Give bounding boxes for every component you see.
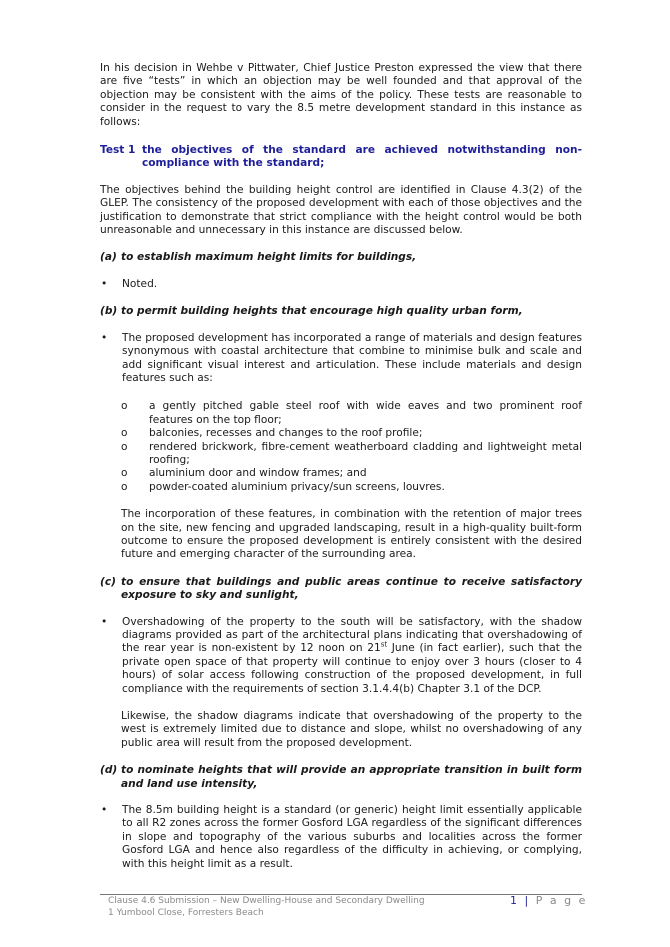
objective-b-paragraph: The incorporation of these features, in combination with the retention of major trees on the site, new fencing and upgraded landscaping, result in a high-quality built-form outcome to ensure the proposed development is entirely consistent with the desired future and emerging character of the surrounding area. xyxy=(121,508,582,561)
test-heading xyxy=(100,144,582,171)
list-item xyxy=(121,400,582,427)
sub-bullet-icon: o xyxy=(121,427,128,440)
test-number: Test 1 xyxy=(100,144,136,157)
objective-a-heading xyxy=(100,251,582,264)
feature-text: a gently pitched gable steel roof with wide eaves and two prominent roof features on the top floor; xyxy=(149,400,582,426)
objective-c-text-pre: Overshadowing of the property to the south will be satisfactory, with the shadow diagrams provided as part of the architectural plans indicating that overshadowing of the rear year is non-existent by 12 noon on 21 xyxy=(122,615,582,655)
footer-line-2: 1 Yumbool Close, Forresters Beach xyxy=(108,907,264,918)
bullet-icon: • xyxy=(101,277,108,290)
objective-c-bullet-text xyxy=(122,616,582,696)
bullet-icon: • xyxy=(101,331,108,344)
list-item xyxy=(121,481,582,494)
footer-line-1: Clause 4.6 Submission – New Dwelling-House and Secondary Dwelling xyxy=(108,896,425,906)
feature-text: rendered brickwork, fibre-cement weatherboard cladding and lightweight metal roofing; xyxy=(149,440,582,466)
objective-c-text-post: June (in fact earlier), such that the private open space of that property will continue to enjoy over 3 hours (closer to 4 hours) of solar access following construction of the proposed development, in full compliance with the requirements of section 3.1.4.4(b) Chapter 3.1 of the DCP. xyxy=(122,642,582,695)
objective-c-paragraph: Likewise, the shadow diagrams indicate that overshadowing of the property to the west is extremely limited due to distance and slope, whilst no overshadowing of any public area will result from the proposed development. xyxy=(121,710,582,749)
objective-b-bullet xyxy=(100,332,582,386)
bullet-icon: • xyxy=(101,615,108,628)
objective-d-bullet-text: The 8.5m building height is a standard (or generic) height limit essentially applicable to all R2 zones across the former Gosford LGA regardless of the significant differences in slope and topography of the various suburbs and localities across the former Gosford LGA and hence also regardless of the difficulty in achieving, or complying, with this height limit as a result. xyxy=(122,804,582,870)
intro-paragraph: In his decision in Wehbe v Pittwater, Chief Justice Preston expressed the view that there are five “tests” in which an objection may be well founded and that approval of the objection may be consistent with the aims of the policy. These tests are reasonable to consider in the request to vary the 8.5 metre development standard in this instance as follows: xyxy=(100,62,582,128)
page-label: P a g e xyxy=(535,894,588,907)
feature-text: aluminium door and window frames; and xyxy=(149,467,367,480)
document-body xyxy=(100,62,582,871)
objective-d-title: to nominate heights that will provide an appropriate transition in built form and land use intensity, xyxy=(121,764,582,790)
sub-bullet-icon: o xyxy=(121,467,128,480)
design-features-list xyxy=(121,400,582,494)
page-separator: | xyxy=(524,894,531,907)
objective-c-title: to ensure that buildings and public areas continue to receive satisfactory exposure to sky and sunlight, xyxy=(121,575,582,602)
objective-b-label: (b) xyxy=(100,305,118,318)
list-item xyxy=(121,467,582,480)
feature-text: balconies, recesses and changes to the roof profile; xyxy=(149,427,423,440)
footer-document-info xyxy=(108,896,425,919)
page-number: 1 xyxy=(510,894,519,907)
objective-c-bullet xyxy=(100,616,582,696)
objectives-paragraph: The objectives behind the building height control are identified in Clause 4.3(2) of the GLEP. The consistency of the proposed development with each of those objectives and the justification to demonstrate that strict compliance with the height control would be both unreasonable and unnecessary in this instance are discussed below. xyxy=(100,183,582,237)
objective-c-heading xyxy=(100,576,582,603)
objective-b-heading xyxy=(100,305,582,318)
objective-a-title: to establish maximum height limits for buildings, xyxy=(121,251,417,264)
ordinal-suffix: st xyxy=(380,640,388,649)
bullet-icon: • xyxy=(101,804,108,817)
objective-d-label: (d) xyxy=(100,764,118,777)
objective-d-heading xyxy=(100,764,582,791)
objective-c-label: (c) xyxy=(100,575,116,588)
objective-a-bullet-text: Noted. xyxy=(122,277,158,290)
objective-b-bullet-text: The proposed development has incorporated a range of materials and design features synonymous with coastal architecture that combine to minimise bulk and scale and add significant visual interest and articulation. These include materials and design features such as: xyxy=(122,331,582,384)
footer-page-indicator xyxy=(510,894,587,907)
objective-d-bullet xyxy=(100,804,582,871)
sub-bullet-icon: o xyxy=(121,480,128,493)
sub-bullet-icon: o xyxy=(121,440,128,453)
list-item xyxy=(121,427,582,440)
objective-a-bullet xyxy=(100,278,582,291)
sub-bullet-icon: o xyxy=(121,400,128,413)
list-item xyxy=(121,441,582,468)
feature-text: powder-coated aluminium privacy/sun screens, louvres. xyxy=(149,480,445,493)
test-title: the objectives of the standard are achieved notwithstanding non-compliance with the standard; xyxy=(142,144,582,170)
objective-a-label: (a) xyxy=(100,251,117,264)
objective-b-title: to permit building heights that encourage high quality urban form, xyxy=(121,305,523,318)
